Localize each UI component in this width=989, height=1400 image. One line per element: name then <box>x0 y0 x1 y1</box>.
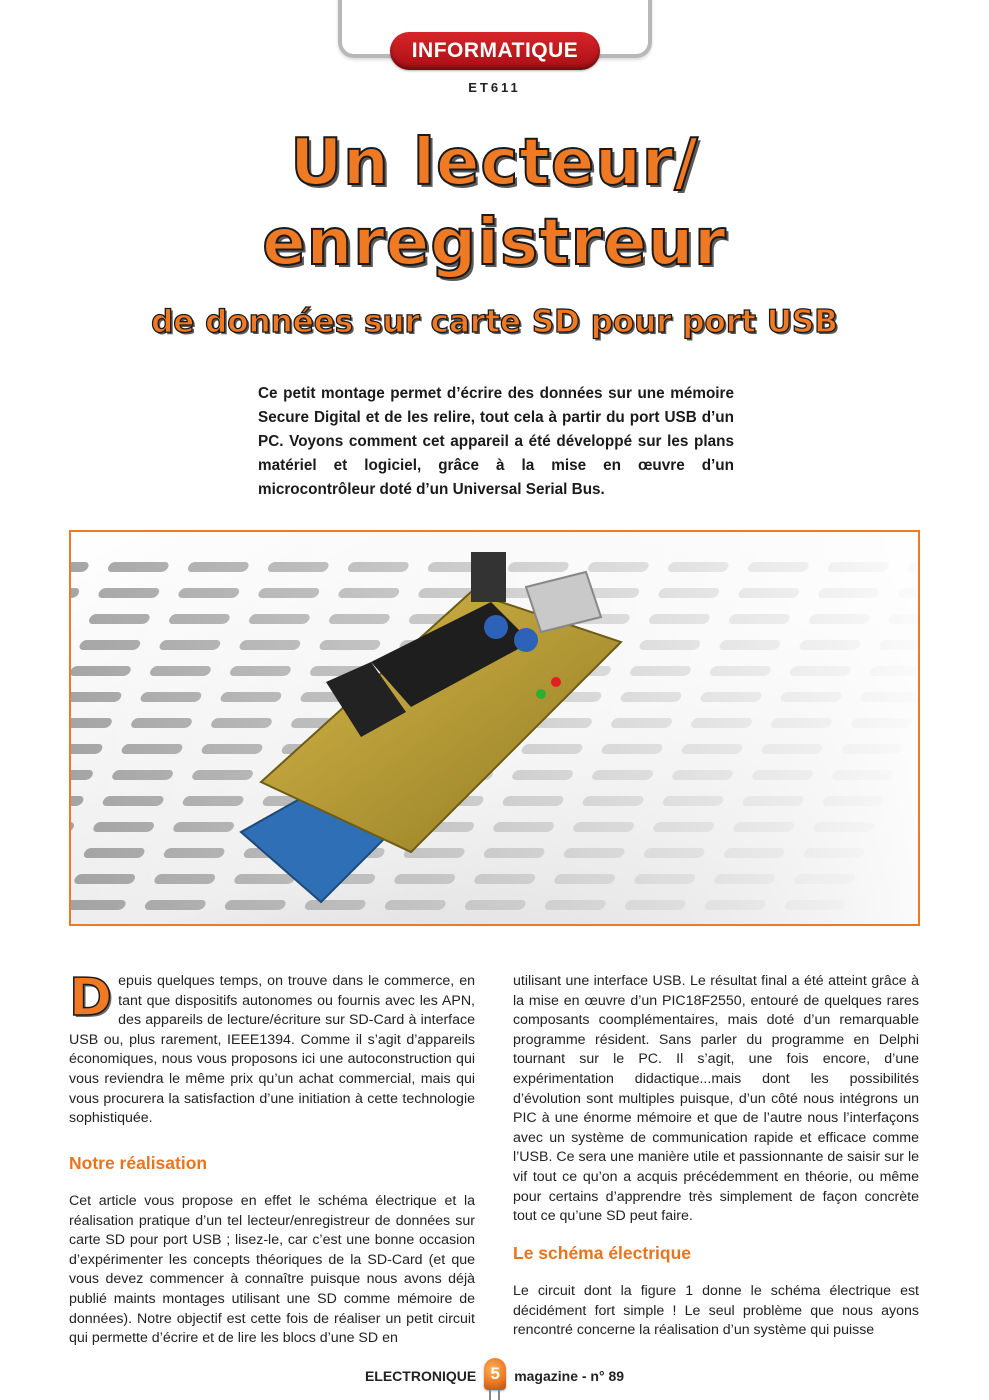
capacitor <box>514 628 538 652</box>
article-subtitle: de données sur carte SD pour port USB <box>151 304 838 340</box>
title-line-1: Un lecteur/ <box>290 126 699 200</box>
article-code: ET611 <box>468 80 521 95</box>
lead-paragraph: Ce petit montage permet d’écrire des données sur une mémoire Secure Digital et de les relire, tout cela à partir du port USB d’un PC. Voyons comment cet appareil a été développé sur les plans matériel et logiciel, grâce à la mise en œuvre d’un microcontrôleur doté d’un Universal Serial Bus. <box>258 385 734 498</box>
circuit-board-illustration <box>71 532 918 924</box>
circuit-board-photo <box>69 530 920 926</box>
left-column-intro <box>69 968 475 1129</box>
page-footer <box>0 1362 989 1390</box>
capacitor <box>484 615 508 639</box>
section-badge <box>390 32 600 70</box>
intro-paragraph: epuis quelques temps, on trouve dans le commerce, en tant que dispositifs autonomes ou fournis avec les APN, des appareils de lecture/écriture sur SD-Card à interface USB ou, plus rarement, IEEE1394. Comme il s’agit d’appareils économiques, nous vous proposons ici une autoconstruction qui vous reviendra le même prix qu’un achat commercial, mais qui vous procurera la satisfaction d’une initiation à cette technologie sophistiquée. <box>69 973 475 1127</box>
green-led <box>536 689 546 699</box>
page-number-badge <box>484 1358 506 1390</box>
left-column-body <box>69 1192 475 1349</box>
page-number: 5 <box>490 1364 500 1383</box>
right-paragraph-1: utilisant une interface USB. Le résultat final a été atteint grâce à la mise en œuvre d’un PIC18F2550, entouré de quelques rares composants coomplémentaires, mais doté d’un remarquable programme résident. Sans parler du programme en Delphi tournant sur le PC. Il s’agit, une fois encore, d’une expérimentation didactique...mais dont les possibilités d’évolution sont multiples puisque, d’un côté nous intégrons un PIC à une énorme mémoire et que de l’autre nous l’interfaçons avec un système de communication rapide et efficace comme l’USB. Ce sera une manière utile et passionnante de saisir sur le vif tout ce qu’on a acquis précédemment en théorie, ou même pour certains d’apprendre très simplement de façon concrète tout ce qu’une SD peut faire. <box>513 973 919 1225</box>
heading-notre-realisation: Notre réalisation <box>69 1153 208 1173</box>
realisation-paragraph: Cet article vous propose en effet le schéma électrique et la réalisation pratique d’un tel lecteur/enregistreur de données sur carte SD pour port USB ; lisez-le, car c’est une bonne occasion d’expérimenter les concepts théoriques de la SD-Card (et que vous devez commencer à connaître puisque nous avons déjà publié maints montages utilisant une SD comme mémoire de données). Notre objectif est cette fois de réaliser un petit circuit qui permette d’écrire et de lire les blocs d’une SD en <box>69 1193 475 1347</box>
right-paragraph-2: Le circuit dont la figure 1 donne le schéma électrique est décidément fort simple ! Le seul problème que nous ayons rencontré concerne la réalisation d’un système qui puisse <box>513 1283 919 1339</box>
red-led <box>551 677 561 687</box>
title-line-2: enregistreur <box>262 206 727 280</box>
right-column-body <box>513 972 919 1227</box>
footer-issue: magazine - n° 89 <box>514 1368 625 1384</box>
footer-magazine-name: ELECTRONIQUE <box>364 1368 477 1384</box>
section-label: INFORMATIQUE <box>411 39 579 62</box>
dropcap-letter: D <box>69 968 113 1028</box>
right-column-body-2 <box>513 1282 919 1341</box>
regulator <box>471 552 506 602</box>
heading-schema-electrique: Le schéma électrique <box>513 1243 691 1263</box>
